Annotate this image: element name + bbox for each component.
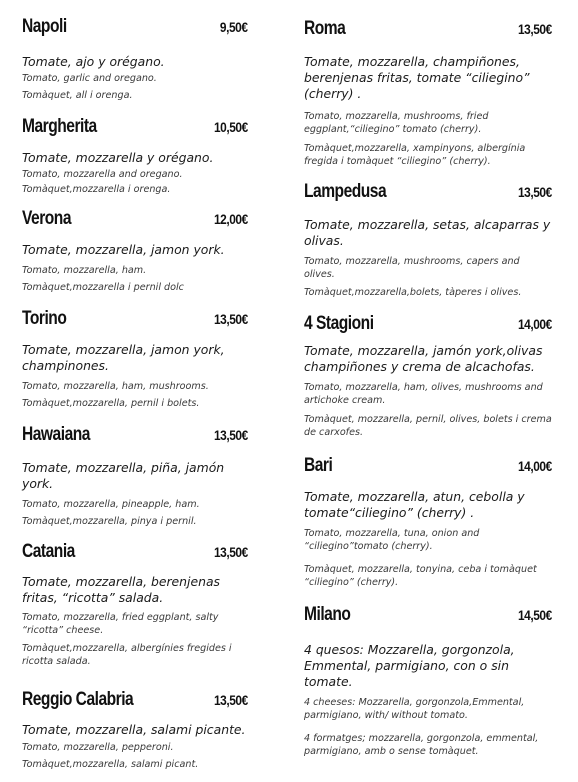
- pizza-price: 9,50€: [220, 19, 248, 35]
- pizza-name: Torino: [22, 308, 67, 329]
- description-catalan: Tomàquet, mozzarella, tonyina, ceba i tomàquet “ciliegino” (cherry).: [304, 564, 537, 588]
- pizza-price: 13,50€: [214, 427, 248, 443]
- pizza-price: 13,50€: [518, 21, 552, 37]
- pizza-name: 4 Stagioni: [304, 313, 374, 334]
- description-catalan: Tomàquet,mozzarella, albergínies fregides i ricotta salada.: [22, 643, 232, 667]
- pizza-name: Roma: [304, 18, 346, 39]
- description-english: 4 cheeses: Mozzarella, gorgonzola,Emmental, parmigiano, with/ without tomato.: [304, 697, 525, 721]
- pizza-name: Reggio Calabria: [22, 689, 134, 710]
- description-english: Tomato, mozzarella, mushrooms, capers and olives.: [304, 256, 520, 280]
- pizza-price: 13,50€: [214, 311, 248, 327]
- description-spanish: Tomate, mozzarella, salami picante.: [22, 722, 246, 737]
- description-spanish: 4 quesos: Mozzarella, gorgonzola, Emmental, parmigiano, con o sin tomate.: [304, 642, 515, 689]
- description-catalan: Tomàquet,mozzarella, salami picant.: [22, 759, 199, 770]
- pizza-name: Hawaiana: [22, 424, 90, 445]
- description-english: Tomato, mozzarella and oregano.: [22, 169, 183, 180]
- pizza-price: 10,50€: [214, 119, 248, 135]
- description-catalan: Tomàquet,mozzarella, xampinyons, albergínia fregida i tomàquet “ciliegino” (cherry).: [304, 143, 526, 167]
- description-english: Tomato, mozzarella, mushrooms, fried eggplant,“ciliegino” tomato (cherry).: [304, 111, 489, 135]
- pizza-name: Margherita: [22, 116, 97, 137]
- description-catalan: Tomàquet, all i orenga.: [22, 90, 133, 101]
- description-spanish: Tomate, mozzarella, berenjenas fritas, “ricotta” salada.: [22, 574, 220, 605]
- description-english: Tomato, mozzarella, tuna, onion and “ciliegino”tomato (cherry).: [304, 528, 480, 552]
- pizza-price: 13,50€: [214, 692, 248, 708]
- description-english: Tomato, mozzarella, fried eggplant, salty “ricotta” cheese.: [22, 612, 219, 636]
- description-spanish: Tomate, ajo y orégano.: [22, 54, 165, 69]
- pizza-price: 13,50€: [214, 544, 248, 560]
- description-spanish: Tomate, mozzarella, atun, cebolla y tomate“ciliegino” (cherry) .: [304, 489, 525, 520]
- description-spanish: Tomate, mozzarella, jamon york, champinones.: [22, 342, 225, 373]
- description-spanish: Tomate, mozzarella, setas, alcaparras y olivas.: [304, 217, 551, 248]
- description-spanish: Tomate, mozzarella, champiñones, berenjenas fritas, tomate “ciliegino” (cherry) .: [304, 54, 530, 101]
- description-spanish: Tomate, mozzarella, piña, jamón york.: [22, 460, 225, 491]
- description-spanish: Tomate, mozzarella, jamon york.: [22, 242, 225, 257]
- description-spanish: Tomate, mozzarella, jamón york,olivas champiñones y crema de alcachofas.: [304, 343, 543, 374]
- description-catalan: Tomàquet,mozzarella i pernil dolc: [22, 282, 184, 293]
- description-catalan: Tomàquet,mozzarella,bolets, tàperes i olives.: [304, 287, 522, 298]
- description-english: Tomato, mozzarella, pineapple, ham.: [22, 499, 200, 510]
- pizza-name: Milano: [304, 604, 351, 625]
- pizza-price: 14,00€: [518, 458, 552, 474]
- pizza-name: Napoli: [22, 16, 67, 37]
- pizza-name: Bari: [304, 455, 333, 476]
- description-english: Tomato, garlic and oregano.: [22, 73, 157, 84]
- pizza-price: 14,50€: [518, 607, 552, 623]
- description-catalan: Tomàquet,mozzarella, pinya i pernil.: [22, 516, 197, 527]
- description-english: Tomato, mozzarella, pepperoni.: [22, 742, 174, 753]
- description-catalan: Tomàquet, mozzarella, pernil, olives, bolets i crema de carxofes.: [304, 414, 552, 438]
- description-english: Tomato, mozzarella, ham, olives, mushrooms and artichoke cream.: [304, 382, 543, 406]
- pizza-name: Catania: [22, 541, 75, 562]
- description-catalan: Tomàquet,mozzarella, pernil i bolets.: [22, 398, 200, 409]
- description-english: Tomato, mozzarella, ham.: [22, 265, 147, 276]
- description-english: Tomato, mozzarella, ham, mushrooms.: [22, 381, 209, 392]
- pizza-price: 13,50€: [518, 184, 552, 200]
- pizza-price: 14,00€: [518, 316, 552, 332]
- description-spanish: Tomate, mozzarella y orégano.: [22, 150, 214, 165]
- pizza-name: Lampedusa: [304, 181, 387, 202]
- pizza-name: Verona: [22, 208, 72, 229]
- pizza-price: 12,00€: [214, 211, 248, 227]
- description-catalan: Tomàquet,mozzarella i orenga.: [22, 184, 171, 195]
- description-catalan: 4 formatges; mozzarella, gorgonzola, emmental, parmigiano, amb o sense tomàquet.: [304, 733, 539, 757]
